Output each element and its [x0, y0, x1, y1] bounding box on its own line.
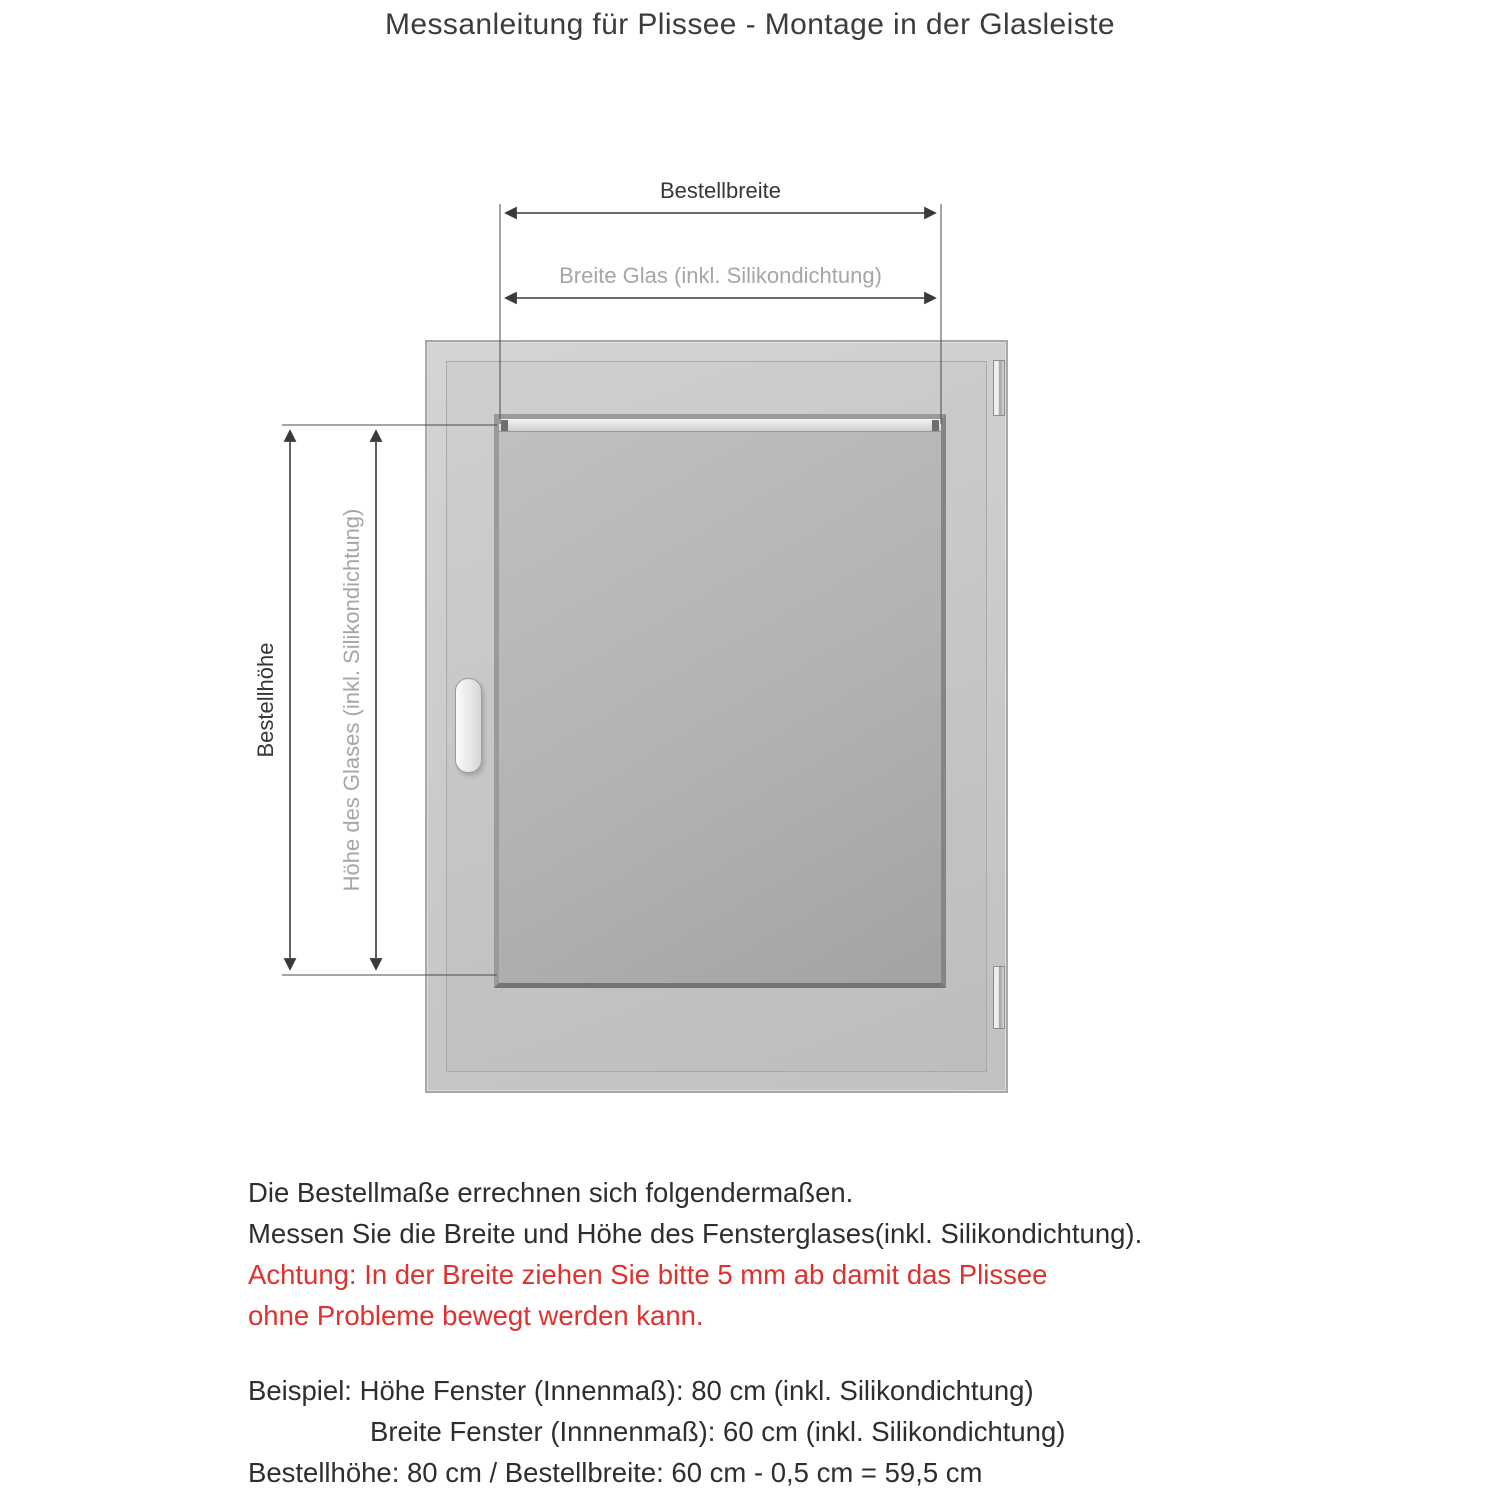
glass-height-label: Höhe des Glases (inkl. Silikondichtung) [339, 508, 364, 892]
hinge-top-icon [993, 360, 1005, 416]
example-line-3: Bestellhöhe: 80 cm / Bestellbreite: 60 cm - 0,5 cm = 59,5 cm [248, 1457, 983, 1488]
instructions-block [248, 1172, 1142, 1493]
hinge-bottom-icon [993, 966, 1005, 1029]
instruction-line-2: Messen Sie die Breite und Höhe des Fensterglases(inkl. Silikondichtung). [248, 1218, 1143, 1249]
order-width-label: Bestellbreite [659, 178, 782, 203]
window-sash [446, 361, 987, 1072]
warning-line-1: Achtung: In der Breite ziehen Sie bitte 5 mm ab damit das Plissee [248, 1259, 1048, 1290]
warning-line-2: ohne Probleme bewegt werden kann. [248, 1300, 704, 1331]
plissee-top-rail [499, 419, 941, 432]
example-line-2: Breite Fenster (Innnenmaß): 60 cm (inkl. Silikondichtung) [370, 1416, 1066, 1447]
order-height-label: Bestellhöhe [253, 642, 278, 758]
instruction-line-1: Die Bestellmaße errechnen sich folgendermaßen. [248, 1177, 854, 1208]
window-glass [494, 414, 946, 988]
example-line-1: Beispiel: Höhe Fenster (Innenmaß): 80 cm (inkl. Silikondichtung) [248, 1375, 1034, 1406]
window-frame [425, 340, 1008, 1093]
rail-end-cap-left [501, 420, 508, 431]
glass-width-label: Breite Glas (inkl. Silikondichtung) [559, 263, 882, 288]
page-title: Messanleitung für Plissee - Montage in der Glasleiste [385, 8, 1115, 41]
window-handle [455, 678, 482, 773]
rail-end-cap-right [932, 420, 939, 431]
